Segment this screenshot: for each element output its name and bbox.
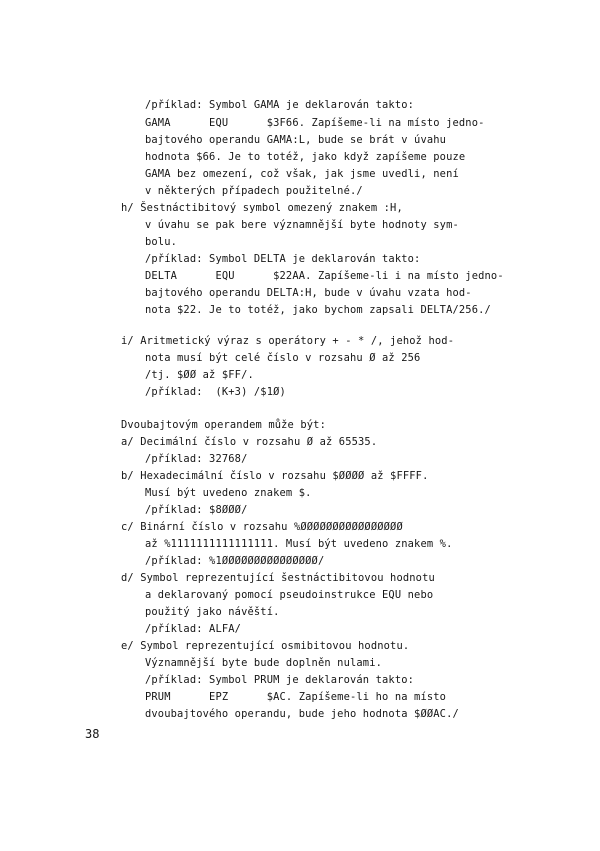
text-line: a/ Decimální číslo v rozsahu Ø až 65535. bbox=[121, 436, 378, 448]
text-line: h/ Šestnáctibitový symbol omezený znakem :H, bbox=[121, 202, 403, 214]
text-line: /příklad: Symbol GAMA je deklarován takto: bbox=[145, 99, 415, 111]
text-line: e/ Symbol reprezentující osmibitovou hodnotu. bbox=[121, 640, 410, 652]
text-line: použitý jako návěští. bbox=[145, 606, 280, 618]
text-line: /příklad: Symbol DELTA je deklarován takto: bbox=[145, 253, 421, 265]
text-line: v úvahu se pak bere významnější byte hodnoty sym- bbox=[145, 219, 459, 231]
text-line: Významnější byte bude doplněn nulami. bbox=[145, 657, 383, 669]
text-line: nota $22. Je to totéž, jako bychom zapsali DELTA/256./ bbox=[145, 304, 491, 316]
page-number: 38 bbox=[85, 727, 100, 741]
text-line: /příklad: %1ØØØØØØØØØØØØØØØ/ bbox=[145, 555, 325, 567]
text-line: Dvoubajtovým operandem může být: bbox=[121, 419, 326, 431]
text-line: d/ Symbol reprezentující šestnáctibitovou hodnotu bbox=[121, 572, 435, 584]
text-line: v některých případech použitelné./ bbox=[145, 185, 363, 197]
text-line: PRUM EPZ $AC. Zapíšeme-li ho na místo bbox=[145, 691, 447, 703]
text-line: hodnota $66. Je to totéž, jako když zapíšeme pouze bbox=[145, 151, 466, 163]
text-line: i/ Aritmetický výraz s operátory + - * /, jehož hod- bbox=[121, 335, 455, 347]
text-line: b/ Hexadecimální číslo v rozsahu $ØØØØ až $FFFF. bbox=[121, 470, 429, 482]
text-line: bajtového operandu GAMA:L, bude se brát v úvahu bbox=[145, 134, 447, 146]
text-line: DELTA EQU $22AA. Zapíšeme-li i na místo jedno- bbox=[145, 270, 504, 282]
text-line: dvoubajtového operandu, bude jeho hodnota $ØØAC./ bbox=[145, 708, 459, 720]
text-line: GAMA bez omezení, což však, jak jsme uvedli, není bbox=[145, 168, 459, 180]
text-line: c/ Binární číslo v rozsahu %ØØØØØØØØØØØØØØØØ bbox=[121, 521, 403, 533]
text-line: nota musí být celé číslo v rozsahu Ø až 256 bbox=[145, 352, 421, 364]
text-line: bajtového operandu DELTA:H, bude v úvahu vzata hod- bbox=[145, 287, 472, 299]
text-line: /příklad: Symbol PRUM je deklarován takto: bbox=[145, 674, 415, 686]
text-line: /příklad: ALFA/ bbox=[145, 623, 242, 635]
text-line: Musí být uvedeno znakem $. bbox=[145, 487, 312, 499]
text-line: /příklad: (K+3) /$1Ø) bbox=[145, 386, 286, 398]
text-line: bolu. bbox=[145, 236, 178, 248]
text-line: a deklarovaný pomocí pseudoinstrukce EQU nebo bbox=[145, 589, 434, 601]
text-line: /příklad: $8ØØØ/ bbox=[145, 504, 248, 516]
text-line: GAMA EQU $3F66. Zapíšeme-li na místo jedno- bbox=[145, 117, 485, 129]
text-line: až %1111111111111111. Musí být uvedeno znakem %. bbox=[145, 538, 453, 550]
text-line: /příklad: 32768/ bbox=[145, 453, 248, 465]
text-line: /tj. $ØØ až $FF/. bbox=[145, 369, 254, 381]
